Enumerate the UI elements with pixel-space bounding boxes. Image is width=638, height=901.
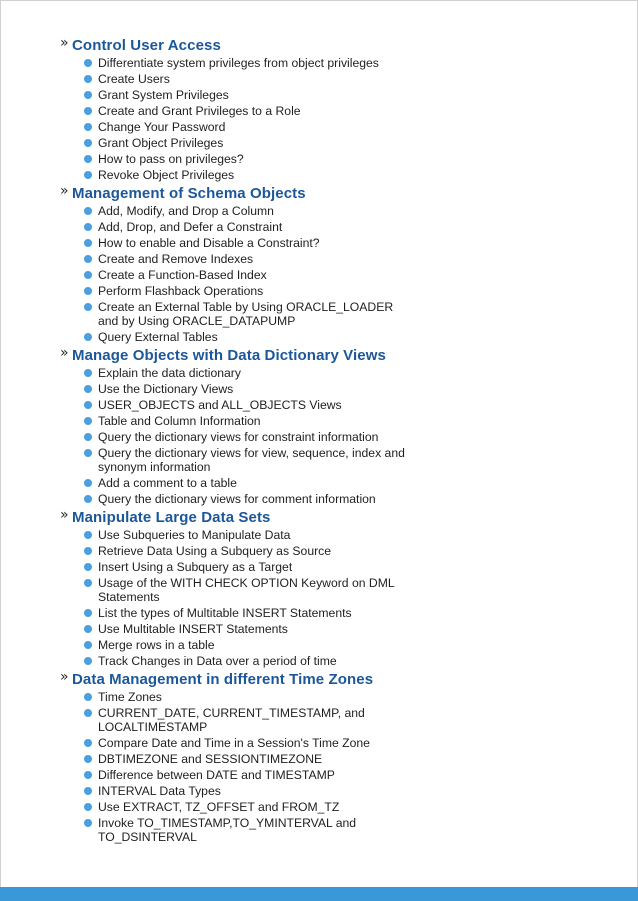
list-item: INTERVAL Data Types bbox=[83, 784, 620, 798]
list-item: Add a comment to a table bbox=[83, 476, 620, 490]
bullet-icon bbox=[84, 75, 92, 83]
bullet-icon bbox=[84, 819, 92, 827]
bullet-icon bbox=[84, 771, 92, 779]
bullet-icon bbox=[84, 207, 92, 215]
section-heading bbox=[60, 185, 620, 203]
bullet-icon bbox=[84, 417, 92, 425]
section-title: Management of Schema Objects bbox=[72, 185, 306, 202]
bullet-icon bbox=[84, 625, 92, 633]
double-chevron-right-icon: » bbox=[60, 345, 69, 361]
bullet-list bbox=[60, 56, 620, 182]
list-item: Revoke Object Privileges bbox=[83, 168, 620, 182]
list-item: Create and Remove Indexes bbox=[83, 252, 620, 266]
list-item: Grant Object Privileges bbox=[83, 136, 620, 150]
bullet-icon bbox=[84, 91, 92, 99]
list-item: Time Zones bbox=[83, 690, 620, 704]
bullet-icon bbox=[84, 155, 92, 163]
bullet-icon bbox=[84, 803, 92, 811]
list-item: Track Changes in Data over a period of time bbox=[83, 654, 620, 668]
bullet-icon bbox=[84, 333, 92, 341]
bullet-icon bbox=[84, 531, 92, 539]
list-item: Create an External Table by Using ORACLE_LOADER and by Using ORACLE_DATAPUMP bbox=[83, 300, 620, 328]
list-item: Grant System Privileges bbox=[83, 88, 620, 102]
bullet-icon bbox=[84, 755, 92, 763]
list-item: How to enable and Disable a Constraint? bbox=[83, 236, 620, 250]
list-item: Query the dictionary views for view, sequence, index and synonym information bbox=[83, 446, 620, 474]
list-item: Differentiate system privileges from object privileges bbox=[83, 56, 620, 70]
section-manipulate-large-data-sets bbox=[60, 509, 620, 668]
bullet-icon bbox=[84, 479, 92, 487]
list-item: Create and Grant Privileges to a Role bbox=[83, 104, 620, 118]
section-heading bbox=[60, 509, 620, 527]
section-heading bbox=[60, 37, 620, 55]
list-item: Add, Modify, and Drop a Column bbox=[83, 204, 620, 218]
bullet-icon bbox=[84, 641, 92, 649]
bullet-icon bbox=[84, 385, 92, 393]
bullet-icon bbox=[84, 609, 92, 617]
section-time-zones bbox=[60, 671, 620, 844]
bullet-icon bbox=[84, 401, 92, 409]
list-item: CURRENT_DATE, CURRENT_TIMESTAMP, and LOCALTIMESTAMP bbox=[83, 706, 620, 734]
bullet-icon bbox=[84, 171, 92, 179]
list-item: Create a Function-Based Index bbox=[83, 268, 620, 282]
section-title: Manage Objects with Data Dictionary Views bbox=[72, 347, 386, 364]
bullet-list bbox=[60, 690, 620, 844]
bullet-list bbox=[60, 366, 620, 506]
bullet-icon bbox=[84, 239, 92, 247]
list-item: Usage of the WITH CHECK OPTION Keyword on DML Statements bbox=[83, 576, 620, 604]
section-title: Data Management in different Time Zones bbox=[72, 671, 374, 688]
section-control-user-access bbox=[60, 37, 620, 182]
bullet-icon bbox=[84, 657, 92, 665]
bullet-icon bbox=[84, 107, 92, 115]
bullet-icon bbox=[84, 579, 92, 587]
list-item: Insert Using a Subquery as a Target bbox=[83, 560, 620, 574]
list-item: Table and Column Information bbox=[83, 414, 620, 428]
section-heading bbox=[60, 671, 620, 689]
list-item: Explain the data dictionary bbox=[83, 366, 620, 380]
section-title: Manipulate Large Data Sets bbox=[72, 509, 271, 526]
bullet-icon bbox=[84, 255, 92, 263]
bullet-icon bbox=[84, 271, 92, 279]
list-item: List the types of Multitable INSERT Statements bbox=[83, 606, 620, 620]
list-item: Compare Date and Time in a Session's Time Zone bbox=[83, 736, 620, 750]
bullet-list bbox=[60, 204, 620, 344]
list-item: Create Users bbox=[83, 72, 620, 86]
bullet-icon bbox=[84, 433, 92, 441]
list-item: Use EXTRACT, TZ_OFFSET and FROM_TZ bbox=[83, 800, 620, 814]
list-item: Add, Drop, and Defer a Constraint bbox=[83, 220, 620, 234]
section-management-of-schema-objects bbox=[60, 185, 620, 344]
bullet-icon bbox=[84, 449, 92, 457]
list-item: Merge rows in a table bbox=[83, 638, 620, 652]
bullet-icon bbox=[84, 739, 92, 747]
list-item: Query the dictionary views for comment information bbox=[83, 492, 620, 506]
bullet-icon bbox=[84, 287, 92, 295]
bullet-icon bbox=[84, 223, 92, 231]
list-item: Query External Tables bbox=[83, 330, 620, 344]
footer-bar bbox=[0, 887, 638, 901]
course-outline bbox=[60, 37, 620, 846]
list-item: Difference between DATE and TIMESTAMP bbox=[83, 768, 620, 782]
list-item: Use Multitable INSERT Statements bbox=[83, 622, 620, 636]
double-chevron-right-icon: » bbox=[60, 183, 69, 199]
section-data-dictionary-views bbox=[60, 347, 620, 506]
bullet-icon bbox=[84, 563, 92, 571]
list-item: DBTIMEZONE and SESSIONTIMEZONE bbox=[83, 752, 620, 766]
bullet-icon bbox=[84, 303, 92, 311]
section-heading bbox=[60, 347, 620, 365]
bullet-icon bbox=[84, 139, 92, 147]
list-item: Invoke TO_TIMESTAMP,TO_YMINTERVAL and TO_DSINTERVAL bbox=[83, 816, 620, 844]
bullet-icon bbox=[84, 547, 92, 555]
list-item: Use the Dictionary Views bbox=[83, 382, 620, 396]
double-chevron-right-icon: » bbox=[60, 507, 69, 523]
list-item: Retrieve Data Using a Subquery as Source bbox=[83, 544, 620, 558]
list-item: Change Your Password bbox=[83, 120, 620, 134]
bullet-icon bbox=[84, 709, 92, 717]
list-item: Perform Flashback Operations bbox=[83, 284, 620, 298]
bullet-icon bbox=[84, 495, 92, 503]
bullet-icon bbox=[84, 693, 92, 701]
list-item: Use Subqueries to Manipulate Data bbox=[83, 528, 620, 542]
bullet-icon bbox=[84, 123, 92, 131]
bullet-icon bbox=[84, 369, 92, 377]
section-title: Control User Access bbox=[72, 37, 221, 54]
bullet-icon bbox=[84, 787, 92, 795]
bullet-list bbox=[60, 528, 620, 668]
double-chevron-right-icon: » bbox=[60, 35, 69, 51]
list-item: USER_OBJECTS and ALL_OBJECTS Views bbox=[83, 398, 620, 412]
list-item: How to pass on privileges? bbox=[83, 152, 620, 166]
bullet-icon bbox=[84, 59, 92, 67]
list-item: Query the dictionary views for constraint information bbox=[83, 430, 620, 444]
double-chevron-right-icon: » bbox=[60, 669, 69, 685]
